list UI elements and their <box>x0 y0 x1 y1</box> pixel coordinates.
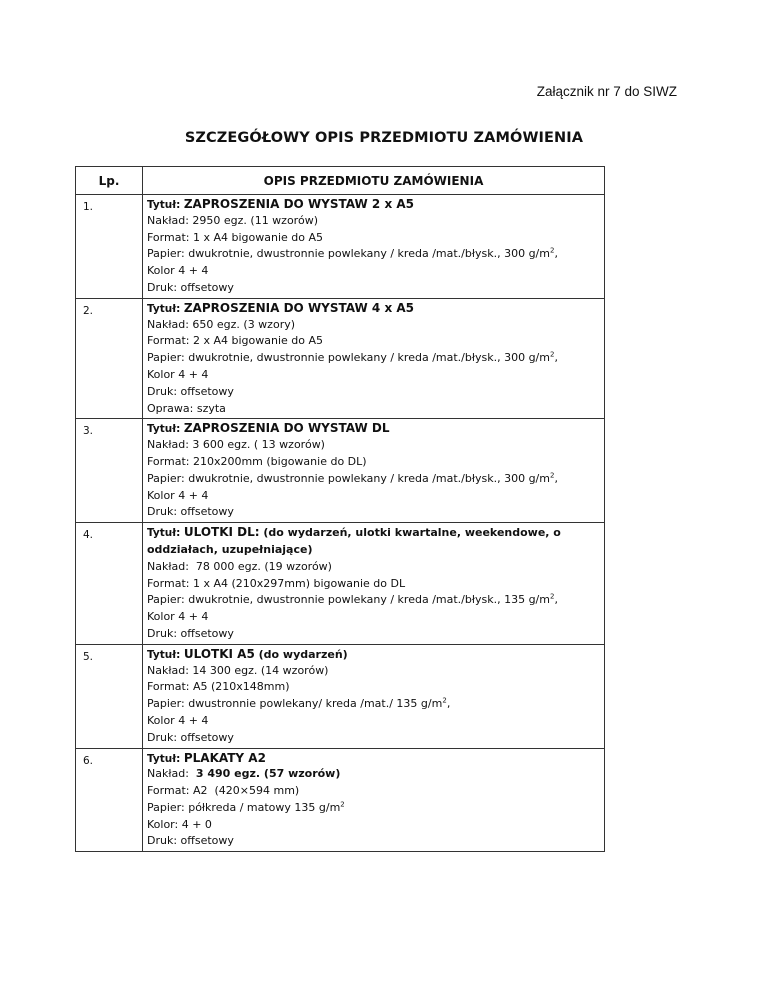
annex-label: Załącznik nr 7 do SIWZ <box>536 84 677 99</box>
row-line: Kolor 4 + 4 <box>147 713 209 727</box>
row-title: Tytuł: ULOTKI DL: (do wydarzeń, ulotki kwartalne, weekendowe, o oddziałach, uzupełniające) <box>147 525 561 556</box>
row-line: Kolor 4 + 4 <box>147 367 209 381</box>
row-number: 4. <box>76 523 143 645</box>
superscript: 2 <box>442 696 447 705</box>
row-line: Nakład: 2950 egz. (11 wzorów) <box>147 213 318 227</box>
row-line: Papier: dwukrotnie, dwustronnie powlekany / kreda /mat./błysk., 300 $g/m^2$, <box>147 471 558 485</box>
superscript: 2 <box>549 592 555 601</box>
row-number: 6. <box>76 748 143 852</box>
row-number: 5. <box>76 644 143 748</box>
superscript: 2 <box>340 800 345 809</box>
row-line: Nakład: 3 490 egz. (57 wzorów) <box>147 767 341 781</box>
row-line: Kolor 4 + 4 <box>147 488 209 502</box>
header-lp: Lp. <box>76 167 143 195</box>
table-row <box>76 523 605 645</box>
table-row <box>76 419 605 523</box>
row-line: Druk: offsetowy <box>147 626 234 640</box>
row-line: Druk: offsetowy <box>147 384 234 398</box>
row-description <box>143 419 605 523</box>
row-line: Format: 1 x A4 bigowanie do A5 <box>147 230 323 244</box>
row-line: Nakład: 14 300 egz. (14 wzorów) <box>147 663 329 677</box>
row-description <box>143 523 605 645</box>
row-line: Druk: offsetowy <box>147 730 234 744</box>
row-description <box>143 195 605 299</box>
row-line: Kolor 4 + 4 <box>147 610 209 624</box>
table-row <box>76 195 605 299</box>
row-number: 2. <box>76 298 143 419</box>
superscript: 2 <box>549 246 555 255</box>
header-description: OPIS PRZEDMIOTU ZAMÓWIENIA <box>143 167 605 195</box>
table-row <box>76 298 605 419</box>
row-line: Format: A2 (420×594 mm) <box>147 784 300 798</box>
row-description <box>143 748 605 852</box>
row-line: Format: 210x200mm (bigowanie do DL) <box>147 454 367 468</box>
row-line: Papier: dwukrotnie, dwustronnie powlekany / kreda /mat./błysk., 300 $g/m^2$, <box>147 246 558 261</box>
document-title: SZCZEGÓŁOWY OPIS PRZEDMIOTU ZAMÓWIENIA <box>184 130 584 146</box>
row-line: Nakład: 3 600 egz. ( 13 wzorów) <box>147 438 325 452</box>
specification-table <box>75 166 605 852</box>
row-line: Druk: offsetowy <box>147 505 234 519</box>
row-title: Tytuł: ZAPROSZENIA DO WYSTAW 4 x A5 <box>147 300 415 315</box>
superscript: 2 <box>549 471 555 480</box>
table-row <box>76 748 605 852</box>
row-line: Format: A5 (210x148mm) <box>147 680 290 694</box>
row-title: Tytuł: PLAKATY A2 <box>147 750 266 765</box>
row-line: Format: 1 x A4 (210x297mm) bigowanie do DL <box>147 576 406 590</box>
row-line: Papier: dwukrotnie, dwustronnie powlekany / kreda /mat./błysk., 135 $g/m^2$, <box>147 592 558 607</box>
row-line: Papier: dwustronnie powlekany/ kreda /mat./ 135 $g/m^2$, <box>147 696 451 711</box>
row-line: Druk: offsetowy <box>147 834 234 848</box>
superscript: 2 <box>549 350 555 359</box>
row-line: Papier: dwukrotnie, dwustronnie powlekany / kreda /mat./błysk., 300 $g/m^2$, <box>147 350 558 365</box>
row-line: Druk: offsetowy <box>147 280 234 294</box>
row-line: Nakład: 78 000 egz. (19 wzorów) <box>147 559 332 573</box>
row-title: Tytuł: ZAPROSZENIA DO WYSTAW 2 x A5 <box>147 197 415 211</box>
row-title: Tytuł: ZAPROSZENIA DO WYSTAW DL <box>147 421 390 436</box>
row-line: Papier: półkreda / matowy 135 $g/m^2$ <box>147 800 345 814</box>
row-line: Format: 2 x A4 bigowanie do A5 <box>147 334 323 348</box>
row-line: Kolor 4 + 4 <box>147 264 209 278</box>
row-line: Kolor: 4 + 0 <box>147 817 212 831</box>
row-number: 1. <box>76 195 143 299</box>
table-header-row <box>76 167 605 195</box>
row-number: 3. <box>76 419 143 523</box>
table-row <box>76 644 605 748</box>
row-description <box>143 644 605 748</box>
row-line: Oprawa: szyta <box>147 401 226 415</box>
row-description <box>143 298 605 419</box>
row-line: Nakład: 650 egz. (3 wzory) <box>147 317 296 331</box>
row-title: Tytuł: ULOTKI A5 (do wydarzeń) <box>147 646 348 661</box>
